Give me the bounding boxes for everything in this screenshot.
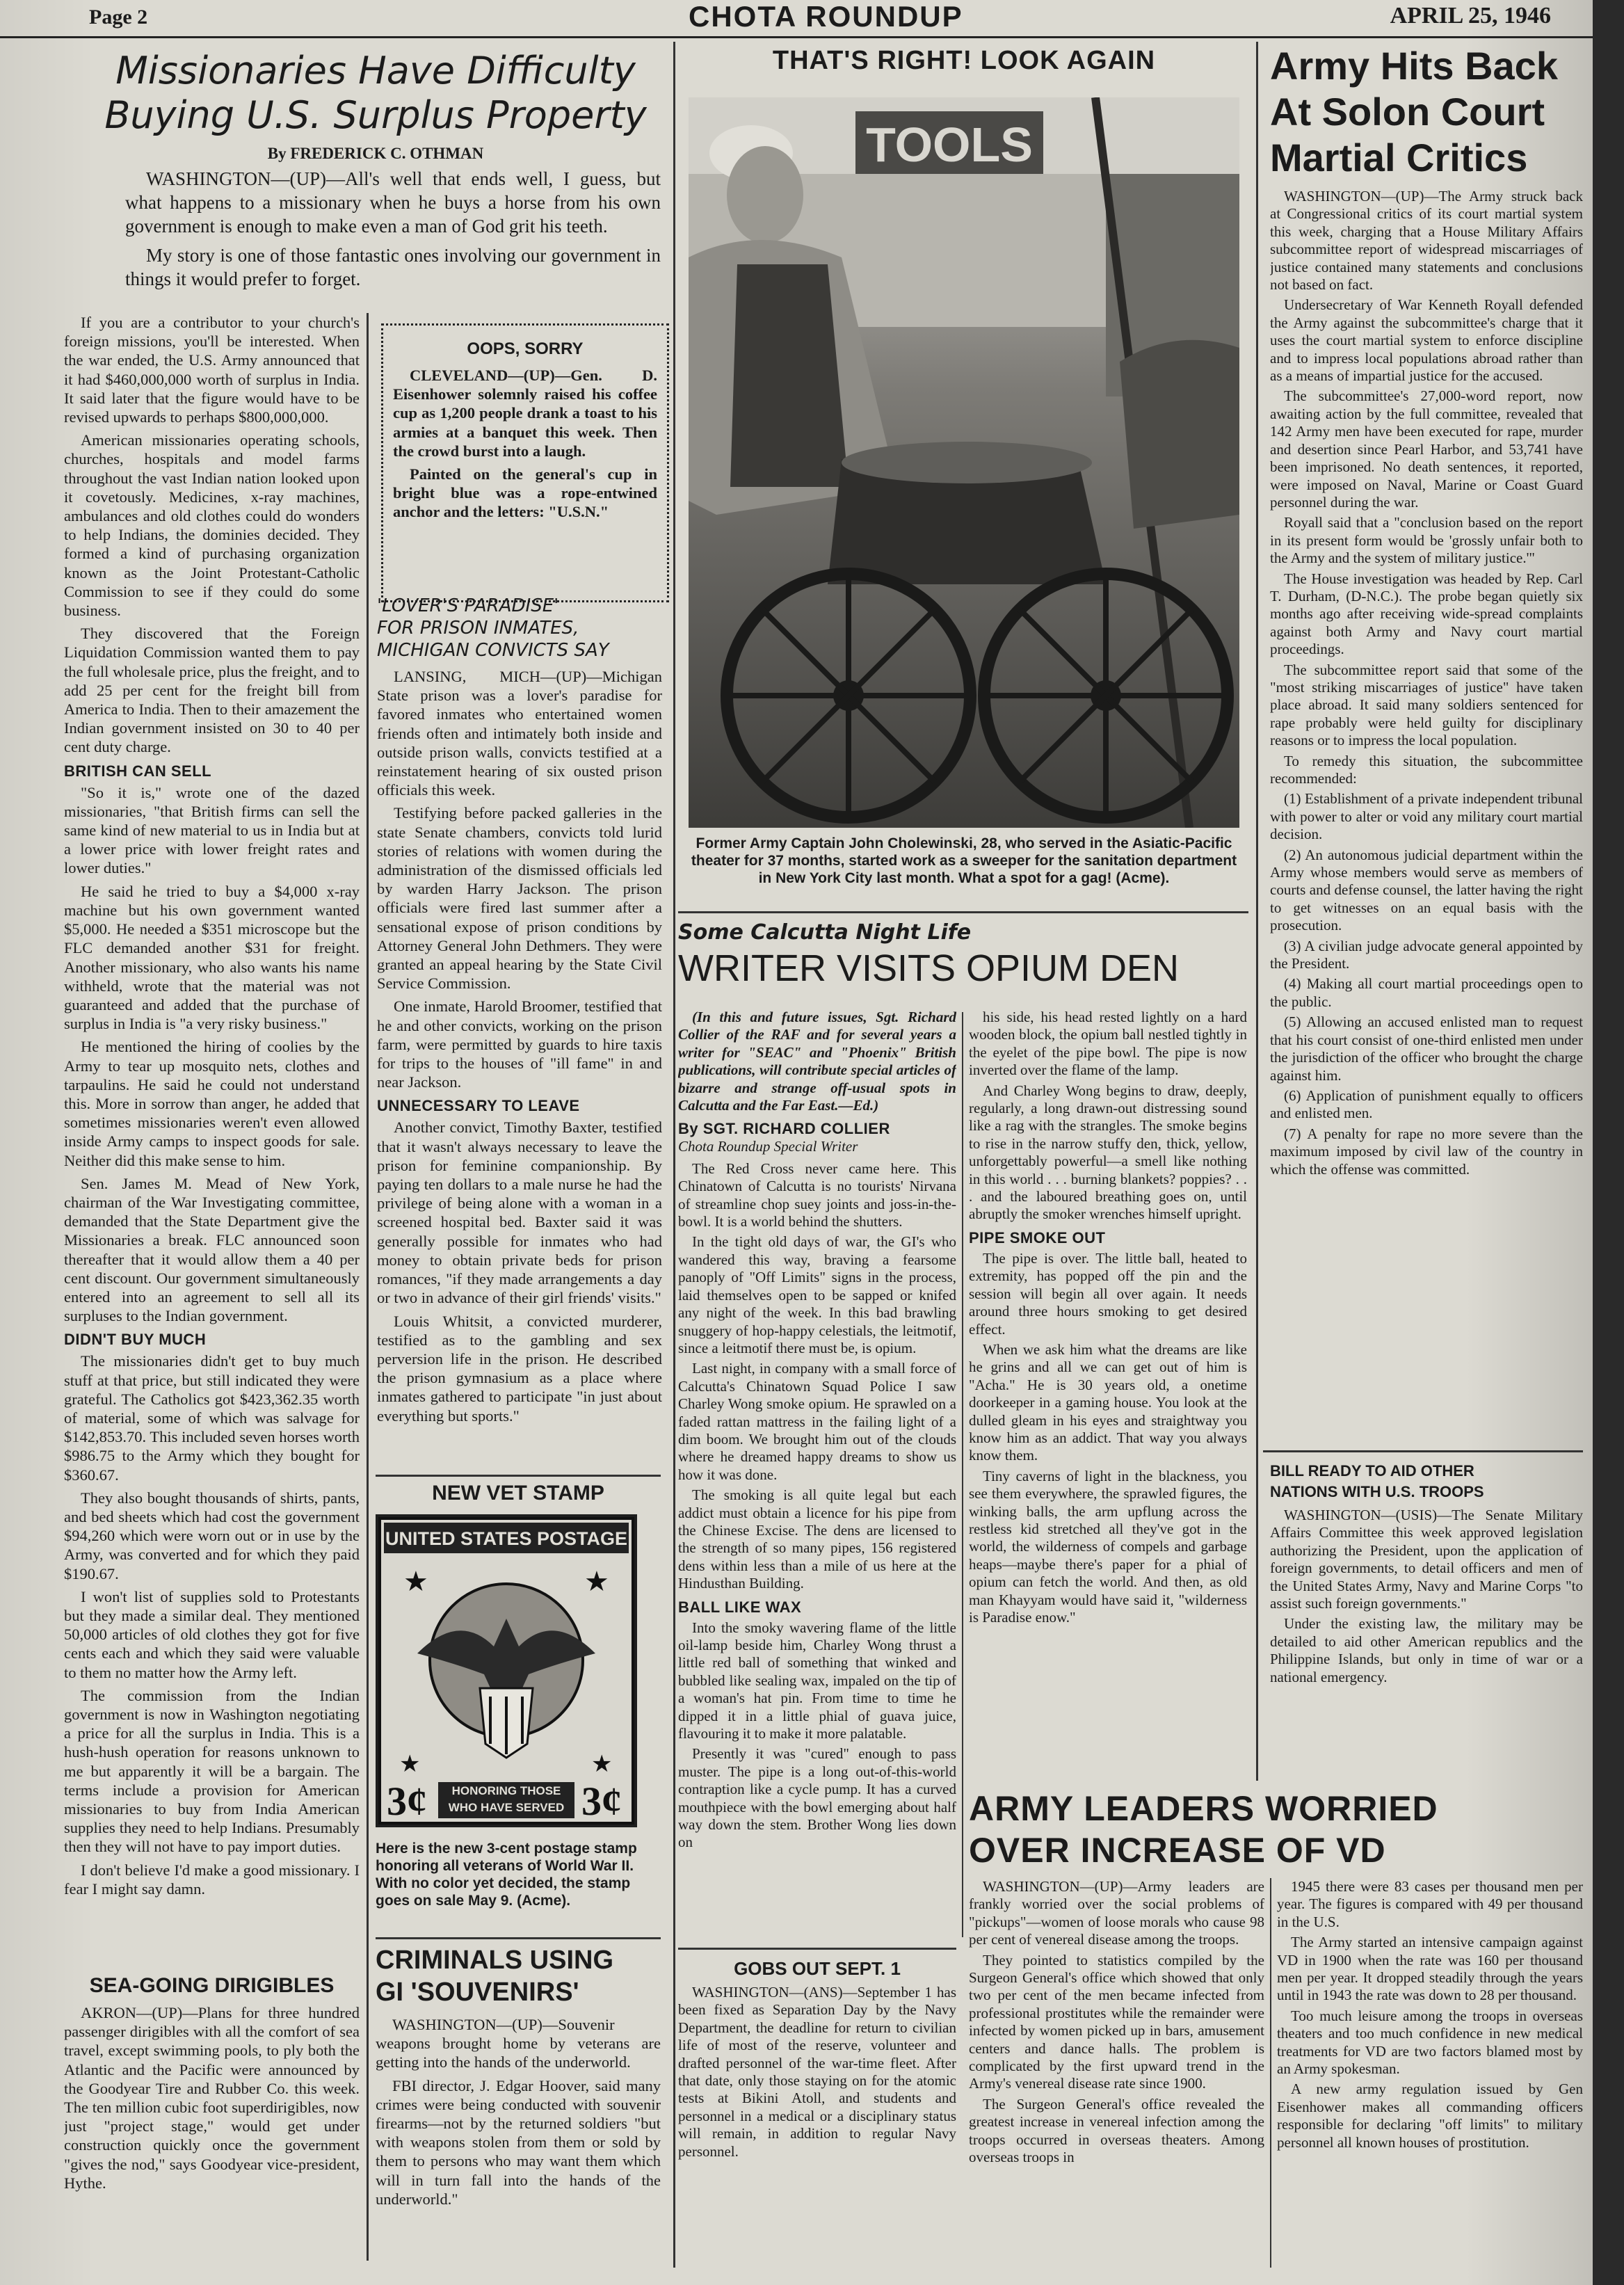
- headline: BILL READY TO AID OTHER: [1270, 1462, 1474, 1480]
- paragraph: 1945 there were 83 cases per thousand men per year. The figures is compared with 49 per thousand in the U.S.: [1277, 1878, 1583, 1930]
- kicker: MICHIGAN CONVICTS SAY: [377, 640, 609, 661]
- photo-headline: THAT'S RIGHT! LOOK AGAIN: [772, 46, 1156, 75]
- paragraph: The pipe is over. The little ball, heated to extremity, has popped off the pin and the session will begin all over again. It needs around three hours smoking to get desired effect.: [969, 1249, 1247, 1338]
- paragraph: He mentioned the hiring of coolies by the Army to tear up mosquito nets, clothes and tarpaulins. He said he could not understand this. More in sorrow than anger, he added that sometimes missionaries weren't even allowed inside Army camps to inspect goods for sale. Neither did this make sense to him.: [64, 1038, 360, 1169]
- byline: By FREDERICK C. OTHMAN: [267, 145, 484, 162]
- paragraph: WASHINGTON—(ANS)—September 1 has been fixed as Separation Day by the Navy Department, the deadline for return to civilian life of most of the reserve, volunteer and drafted personnel of the war-time fleet. After that date, only those staying on for the atomic tests at Bikini Atoll, and students and personnel in a medical or a disciplinary status will remain, in addition to regular Navy personnel.: [678, 1984, 956, 2160]
- paragraph: Presently it was "cured" enough to pass muster. The pipe is a long out-of-this-world contraption like a cycle pump. It has a curved mouthpiece with the bowl emerging about half way down the stem. Brother Wong lies down on: [678, 1745, 956, 1851]
- paragraph: The commission from the Indian government is now in Washington negotiating a price for all the surplus in India. This is a hush-hush operation for reasons unknown to me but apparently it will be a bargain. The terms include a provision for American missionaries to buy from India American supplies they need to help Indians. Presumably then they will not have to pay import duties.: [64, 1686, 360, 1856]
- cart-wheel-left: [727, 574, 970, 817]
- section-rule: [376, 1475, 661, 1477]
- paragraph: (2) An autonomous judicial department within the Army whose members would serve as members of courts and defense counsel, the latter having the right to get witnesses on an equal basis with the prosecution.: [1270, 846, 1583, 934]
- lead-paragraph: WASHINGTON—(UP)—All's well that ends well, I guess, but what happens to a missionary when he buys a horse from his own government is enough to make even a man of God grit his teeth.: [125, 168, 661, 236]
- paragraph: Into the smoky wavering flame of the little oil-lamp beside him, Charley Wong thrust a little red ball of something that winked and bubbled like sealing wax, impaled on the tip of a woman's hat pin. From time to time he dipped it in a little phial of guava juice, flavouring it to make it more palatable.: [678, 1619, 956, 1742]
- paper-title: CHOTA ROUNDUP: [689, 0, 963, 33]
- column-rule: [367, 313, 369, 2261]
- headline: OOPS, SORRY: [467, 339, 584, 358]
- column-rule: [673, 42, 675, 2268]
- section-rule: [376, 1937, 661, 1939]
- paragraph: The Surgeon General's office revealed the greatest increase in venereal infection among the troops occurred in overseas theaters. Among overseas troops in: [969, 2095, 1264, 2166]
- vet-stamp-image: [376, 1514, 637, 1827]
- stamp-value: 3¢: [387, 1779, 427, 1824]
- headline: GOBS OUT SEPT. 1: [734, 1958, 901, 1979]
- paragraph: Sen. James M. Mead of New York, chairman of the War Investigating committee, demanded that the State Department give the Missionaries a break. FLC announced soon thereafter that it would allow them a 40 per cent discount. Our government simultaneously entered into an agreement to sell all its surpluses to the Indian government.: [64, 1174, 360, 1325]
- store-sign: TOOLS: [866, 118, 1033, 172]
- paragraph: Under the existing law, the military may be detailed to aid other American republics and the Philippine Islands, but only in time of war or a national emergency.: [1270, 1615, 1583, 1685]
- vd-header: [969, 1788, 1581, 1878]
- subhead: BALL LIKE WAX: [678, 1598, 802, 1616]
- headline: GI 'SOUVENIRS': [376, 1978, 579, 2007]
- paragraph: They pointed to statistics compiled by the Surgeon General's office which showed that only two per cent of the men became infected from professional prostitutes while the remainder were infected by women picked up in bars, amusement centers and dance halls. The problem is complicated by the first upward trend in the Army's venereal disease rate since 1900.: [969, 1951, 1264, 2092]
- paragraph: (5) Allowing an accused enlisted man to request that his court consist of one-third enlisted men under the jurisdiction of the officer who brought the charge against him.: [1270, 1013, 1583, 1084]
- headline: CRIMINALS USING: [376, 1946, 613, 1975]
- headline: OVER INCREASE OF VD: [969, 1831, 1386, 1870]
- paragraph: A new army regulation issued by Gen Eisenhower makes all commanding officers responsible for declaring "off limits" to military personnel all known houses of prostitution.: [1277, 2080, 1583, 2151]
- paragraph: The Red Cross never came here. This Chinatown of Calcutta is no tourists' Nirvana of streamline chop suey joints and joss-in-the-bowl. It is a world behind the shutters.: [678, 1160, 956, 1230]
- paragraph: The House investigation was headed by Rep. Carl T. Durham, (D-N.C.). The probe began quietly six months ago after receiving wide-spread complaints against both Army and Navy court martial proceedings.: [1270, 570, 1583, 658]
- paragraph: In the tight old days of war, the GI's who wandered this way, braving a fearsome panoply of "Off Limits" signs in the process, laid themselves open to be sapped or knifed any night of the week. In this bad brawling snuggery of hop-happy celestials, the leitmotif, since a leitmotif there must be, is opium.: [678, 1233, 956, 1356]
- star-icon: ★: [584, 1566, 609, 1597]
- paragraph: (6) Application of punishment equally to officers and enlisted men.: [1270, 1087, 1583, 1122]
- paragraph: Testifying before packed galleries in the state Senate chambers, convicts told lurid stories of relations with women during the administration of the dismissed officials led by warden Harry Jackson. The prison officials were fired last summer after a sensational expose of prison conditions by Attorney General John Dethmers. They were granted an appeal hearing by the State Civil Service Commission.: [377, 804, 662, 993]
- paragraph: One inmate, Harold Broomer, testified that he and other convicts, working on the prison farm, were permitted by guards to hire taxis for trips to the houses of "ill fame" in and near Jackson.: [377, 997, 662, 1091]
- gobs-article: [678, 1958, 956, 2271]
- subhead: PIPE SMOKE OUT: [969, 1228, 1106, 1246]
- overalls: [730, 264, 849, 487]
- paragraph: Royall said that a "conclusion based on the report in its present form would be 'grossly unfair both to the Army and the system of military justice.'": [1270, 514, 1583, 567]
- headline: Martial Critics: [1270, 136, 1528, 179]
- opium-header: [678, 922, 1248, 1019]
- paragraph: Undersecretary of War Kenneth Royall defended the Army against the subcommittee's charge that it uses the court martial system to enforce discipline and to impress local populations abroad rather than as a means of impartial justice for the accused.: [1270, 296, 1583, 385]
- paragraph: The missionaries didn't get to buy much stuff at that price, but still indicated they were grateful. The Catholics got $423,362.35 worth of material, some of which was salvage for $142,853.70. This included seven horses worth $986.75 to the Army which they bought for $360.67.: [64, 1352, 360, 1484]
- byline: By SGT. RICHARD COLLIER: [678, 1120, 890, 1138]
- photo-caption: Former Army Captain John Cholewinski, 28, who served in the Asiatic-Pacific theater for 37 months, started work as a sweeper for the sanitation department in New York City last month. What a spot for a gag! (Acme).: [691, 835, 1237, 886]
- star-icon: ★: [399, 1751, 421, 1777]
- face: [727, 146, 803, 243]
- paragraph: The subcommittee's 27,000-word report, now awaiting action by the full committee, revealed that 142 Army men have been executed for rape, murder and desertion since Pearl Harbor, and 53,741 have been imprisoned. No death sentences, it reported, were imposed on Naval, Marine or Coast Guard personnel during the war.: [1270, 387, 1583, 511]
- headline: Army Hits Back: [1270, 44, 1558, 88]
- paragraph: The subcommittee report said that some of the "most striking miscarriages of justice" have taken place abroad. It said many soldiers sentenced for rape probably were held guilty for disciplinary reasons or to impress the local population.: [1270, 661, 1583, 749]
- lovers-article: [377, 595, 662, 1478]
- paragraph: Painted on the general's cup in bright blue was a rope-entwined anchor and the letters: "U.S.N.": [393, 465, 657, 521]
- editor-note: (In this and future issues, Sgt. Richard Collier of the RAF and for several years a writer for "SEAC" and "Phoenix" British publications, will contribute special articles of bizarre and strange off-usual spots in Calcutta and the Far East.—Ed.): [678, 1009, 956, 1114]
- kicker: FOR PRISON INMATES,: [377, 618, 579, 639]
- paragraph: WASHINGTON—(USIS)—The Senate Military Affairs Committee this week approved legislation authorizing the President, upon the application of foreign governments, to detail officers and men of the United States Army, Navy and Marine Corps "to assist such foreign governments.": [1270, 1507, 1583, 1612]
- paragraph: (4) Making all court martial proceedings open to the public.: [1270, 975, 1583, 1010]
- vd-col-2: [1277, 1878, 1583, 2268]
- paragraph: The Army started an intensive campaign against VD in 1900 when the rate was 160 per thousand men per year. It dropped steadily through the years until in 1943 the rate was down to 28 per thousand.: [1277, 1934, 1583, 2004]
- opium-col-2: [969, 1009, 1247, 1760]
- paragraph: They discovered that the Foreign Liquidation Commission wanted them to pay the full wholesale price, plus the freight, and to add 25 per cent for the freight bill from America to India. Then to their amazement the Indian government insisted on 30 to 40 per cent duty charge.: [64, 625, 360, 756]
- paragraph: Another convict, Timothy Baxter, testified that it wasn't always necessary to leave the prison for feminine companionship. By paying ten dollars to a male nurse he had the privilege of being alone with a woman in a screened hospital bed. Baxter said it was generally possible for inmates who had money to obtain private beds for prison romances, "if they made arrangements a day or two in advance of their girl friends' visits.": [377, 1119, 662, 1307]
- headline: Buying U.S. Surplus Property: [104, 93, 647, 137]
- criminals-article: [376, 1944, 661, 2271]
- column-rule: [1270, 1878, 1271, 2268]
- paragraph: To remedy this situation, the subcommittee recommended:: [1270, 752, 1583, 787]
- paragraph: WASHINGTON—(UP)—Souvenir weapons brought home by veterans are getting into the hands of the underworld.: [376, 2016, 661, 2071]
- headline: WRITER VISITS OPIUM DEN: [678, 947, 1180, 989]
- photo-illustration: [689, 97, 1239, 828]
- missionaries-lead: [125, 167, 661, 313]
- stamp-banner: HONORING THOSE WHO HAVE SERVED: [448, 1784, 565, 1814]
- paragraph: Louis Whitsit, a convicted murderer, testified as to the gambling and sex perversion life in the prison. He described the prison gymnasium as a place where inmates gathered to participate "in just about everything but sports.": [377, 1312, 662, 1425]
- paragraph: If you are a contributor to your church's foreign missions, you'll be interested. When the war ended, the U.S. Army announced that it had $460,000,000 worth of surplus in India. It said later that the figure would have to be revised upwards to perhaps $800,000,000.: [64, 314, 360, 426]
- subhead: UNNECESSARY TO LEAVE: [377, 1097, 580, 1115]
- headline: At Solon Court: [1270, 90, 1545, 134]
- vd-col-1: [969, 1878, 1264, 2268]
- army-article: [1270, 43, 1583, 1400]
- section-rule: [1263, 1450, 1583, 1452]
- star-icon: ★: [591, 1751, 613, 1777]
- issue-date: APRIL 25, 1946: [1390, 3, 1551, 29]
- paragraph: The smoking is all quite legal but each addict must obtain a licence for his pipe from the Chinese Excise. The dens are licensed to the strength of so many pipes, 156 registered dens within less than a mile of us here at the Hindusthan Building.: [678, 1486, 956, 1592]
- paragraph: When we ask him what the dreams are like he grins and all we can get out of him is "Acha." He is 30 years old, a onetime doorkeeper in a gaming house. You look at the dulled gleam in his eyes and straightway you know him as an addict. That way you always know them.: [969, 1340, 1247, 1464]
- stamp-top-text: UNITED STATES POSTAGE: [385, 1528, 628, 1549]
- paragraph: He said he tried to buy a $4,000 x-ray machine but his own government wanted $5,000. He needed a $351 microscope but the FLC demanded another $31 for freight. Another missionary, who also wants his name withheld, wrote that the material was not guaranteed and added that the purchase of surplus in India is "a very risky business.": [64, 882, 360, 1033]
- paragraph: American missionaries operating schools, churches, hospitals and model farms throughout the vast Indian nation looked upon it covetously. Medicines, x-ray machines, ambulances and old clothes could do wonders to help Indians, the dominies decided. They formed a kind of purchasing organization known as the Joint Protestant-Catholic Commission to see if they could do some business.: [64, 431, 360, 620]
- bill-article: [1270, 1461, 1583, 1788]
- stamp-caption-block: [376, 1840, 661, 1930]
- subhead: BRITISH CAN SELL: [64, 762, 212, 780]
- paragraph: (3) A civilian judge advocate general appointed by the President.: [1270, 937, 1583, 972]
- stamp-value: 3¢: [581, 1779, 622, 1824]
- paragraph: Tiny caverns of light in the blackness, you see them everywhere, the sprawled figures, the winking balls, the arm upflung across the restless kid stretched all they've got in the world, the wilderness of compels and garbage heaps—maybe there's paper for a phial of opium can fetch the world. And then, as old man Khayyam would have said it, "wilderness is Paradise enow.": [969, 1467, 1247, 1626]
- paragraph: AKRON—(UP)—Plans for three hundred passenger dirigibles with all the comfort of sea travel, except swimming pools, to ply both the Atlantic and the Pacific were announced by the Goodyear Tire and Rubber Co. this week. The ten million cubic foot superdirigibles, now just "project stage," would get under construction quickly once the government "gives the nod," says Goodyear vice-president, Hythe.: [64, 2004, 360, 2192]
- car: [1120, 340, 1239, 529]
- paragraph: I don't believe I'd make a good missionary. I fear I might say damn.: [64, 1861, 360, 1898]
- headline: NATIONS WITH U.S. TROOPS: [1270, 1483, 1484, 1500]
- lead-paragraph: My story is one of those fantastic ones involving our government in things it would prefer to forget.: [125, 245, 661, 289]
- subhead: DIDN'T BUY MUCH: [64, 1331, 207, 1349]
- paragraph: (1) Establishment of a private independent tribunal with power to alter or void any military court martial decision.: [1270, 790, 1583, 843]
- masthead: [0, 0, 1593, 38]
- paragraph: (7) A penalty for rape no more severe than the maximum imposed by civil law of the country in which the offense was committed.: [1270, 1125, 1583, 1178]
- headline: ARMY LEADERS WORRIED: [969, 1789, 1438, 1828]
- headline: Missionaries Have Difficulty: [115, 49, 636, 93]
- kicker: 'LOVER'S PARADISE': [377, 595, 559, 616]
- paragraph: And Charley Wong begins to draw, deeply, regularly, a long drawn-out distressing sound like a rag with the strangles. The smoke begins to rise in the narrow stuffy den, thick, yellow, unforgettably powerful—a smell like nothing in this world . . . burning blankets? poppies? . . . and the laboured breathing goes on, until abruptly the smoker wrenches himself upright.: [969, 1082, 1247, 1223]
- stamp-headline: NEW VET STAMP: [432, 1482, 604, 1505]
- paragraph: CLEVELAND—(UP)—Gen. D. Eisenhower solemnly raised his coffee cup as 1,200 people drank a toast to his armies at a banquet this week. Then the crowd burst into a laugh.: [393, 367, 657, 460]
- opium-col-1: [678, 1009, 956, 1941]
- stamp-caption: Here is the new 3-cent postage stamp honoring all veterans of World War II. With no color yet decided, the stamp goes on sale May 9. (Acme).: [376, 1841, 637, 1909]
- paragraph: FBI director, J. Edgar Hoover, said many crimes were being conducted with souvenir firearms—not by the returned soldiers "but with weapons stolen from them or sold by them to persons who may want them which will in turn fall into the hands of the underworld.": [376, 2076, 661, 2208]
- news-photo: [689, 97, 1239, 828]
- paragraph: Last night, in company with a small force of Calcutta's Chinatown Squad Police I saw Charley Wong smoke opium. He sprawled on a faded rattan mattress in the failing light of a dim boom. We brought him out of the clouds where he dreamed happy dreams to show us how it was done.: [678, 1360, 956, 1483]
- photo-caption-block: [689, 835, 1239, 904]
- paragraph: WASHINGTON—(UP)—The Army struck back at Congressional critics of its court martial system this week, charging that a House Military Affairs subcommittee report of widespread miscarriages of justice contained many statements and conclusions not based on fact.: [1270, 188, 1583, 294]
- kicker: Some Calcutta Night Life: [678, 922, 972, 945]
- paragraph: "So it is," wrote one of the dazed missionaries, "that British firms can sell the same kind of new material to us in India but at a lower price with lower freight rates and lower duties.": [64, 783, 360, 877]
- section-rule: [678, 911, 1248, 913]
- section-rule: [678, 1948, 956, 1950]
- paragraph: I won't list of supplies sold to Protestants but they made a similar deal. They mentioned 50,000 articles of old clothes they got for five cents each and which they said were valuable to them no matter how the Army left.: [64, 1587, 360, 1681]
- missionaries-body: [64, 313, 360, 1962]
- byline-title: Chota Roundup Special Writer: [678, 1138, 858, 1155]
- cart-wheel-right: [984, 574, 1228, 817]
- dirigibles-article: [64, 1974, 360, 2266]
- paragraph: LANSING, MICH—(UP)—Michigan State prison was a lover's paradise for favored inmates who entertained women friends often and intimately both inside and outside prison walls, convicts testified at a reinstatement hearing of six ousted prison officials this week.: [377, 668, 662, 799]
- stamp-illustration: [376, 1514, 637, 1827]
- page-number: Page 2: [89, 6, 148, 29]
- headline: SEA-GOING DIRIGIBLES: [89, 1974, 335, 1997]
- paragraph: They also bought thousands of shirts, pants, and bed sheets which had cost the government $94,260 which were worn out or in use by the Army, was converted and for which they paid $190.67.: [64, 1489, 360, 1582]
- star-icon: ★: [403, 1566, 428, 1597]
- column-rule: [1256, 42, 1258, 1781]
- paragraph: WASHINGTON—(UP)—Army leaders are frankly worried over the social problems of "pickups"—women of loose morals who cause 98 per cent of venereal disease among the troops.: [969, 1878, 1264, 1948]
- column-rule: [962, 1012, 963, 1937]
- oops-box: [381, 323, 669, 602]
- paragraph: his side, his head rested lightly on a hard wooden block, the opium ball nestled tightly in the eyelet of the pipe bowl. The pipe is now inverted over the flame of the lamp.: [969, 1009, 1247, 1079]
- paragraph: Too much leisure among the troops in overseas theaters and too much confidence in new medical treatments for VD are two factors blamed most by an Army spokesman.: [1277, 2007, 1583, 2078]
